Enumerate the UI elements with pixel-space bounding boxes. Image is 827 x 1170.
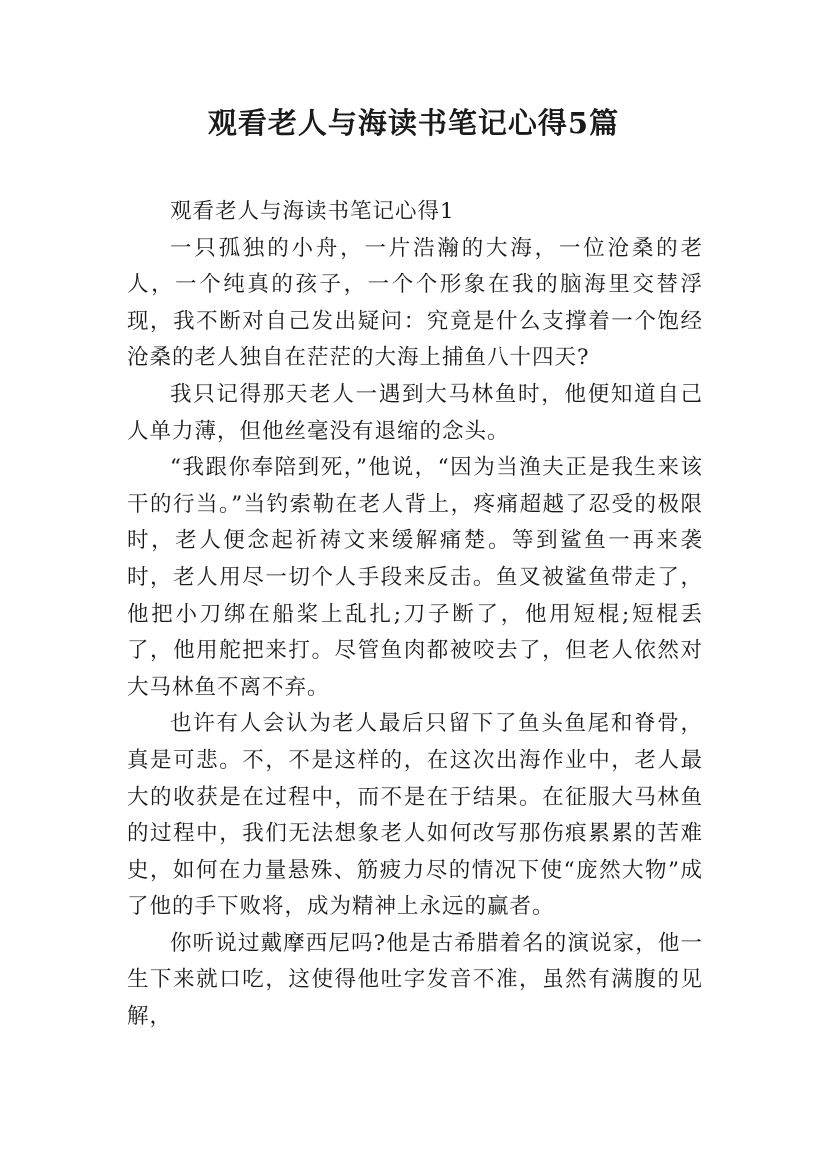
section-subheading: 观看老人与海读书笔记心得1 xyxy=(170,199,455,224)
document-body xyxy=(127,194,703,1036)
paragraph: 一只孤独的小舟，一片浩瀚的大海，一位沧桑的老人，一个纯真的孩子，一个个形象在我的脑海里交替浮现，我不断对自己发出疑问：究竟是什么支撑着一个饱经沧桑的老人独自在茫茫的大海上捕鱼八十四天? xyxy=(127,235,703,371)
paragraph: 我只记得那天老人一遇到大马林鱼时，他便知道自己人单力薄，但他丝毫没有退缩的念头。 xyxy=(127,381,703,444)
document-title: 观看老人与海读书笔记心得5篇 xyxy=(207,106,620,140)
paragraph: 也许有人会认为老人最后只留下了鱼头鱼尾和脊骨，真是可悲。不，不是这样的，在这次出海作业中，老人最大的收获是在过程中，而不是在于结果。在征服大马林鱼的过程中，我们无法想象老人如何改写那伤痕累累的苦难史，如何在力量悬殊、筋疲力尽的情况下使“庞然大物”成了他的手下败将，成为精神上永远的赢者。 xyxy=(127,711,703,920)
paragraph: “我跟你奉陪到死，”他说，“因为当渔夫正是我生来该干的行当。”当钓索勒在老人背上，疼痛超越了忍受的极限时，老人便念起祈祷文来缓解痛楚。等到鲨鱼一再来袭时，老人用尽一切个人手段来反击。鱼叉被鲨鱼带走了，他把小刀绑在船桨上乱扎;刀子断了，他用短棍;短棍丢了，他用舵把来打。尽管鱼肉都被咬去了，但老人依然对大马林鱼不离不弃。 xyxy=(127,455,703,700)
paragraph: 你听说过戴摩西尼吗?他是古希腊着名的演说家，他一生下来就口吃，这使得他吐字发音不准，虽然有满腹的见解， xyxy=(127,930,703,1030)
